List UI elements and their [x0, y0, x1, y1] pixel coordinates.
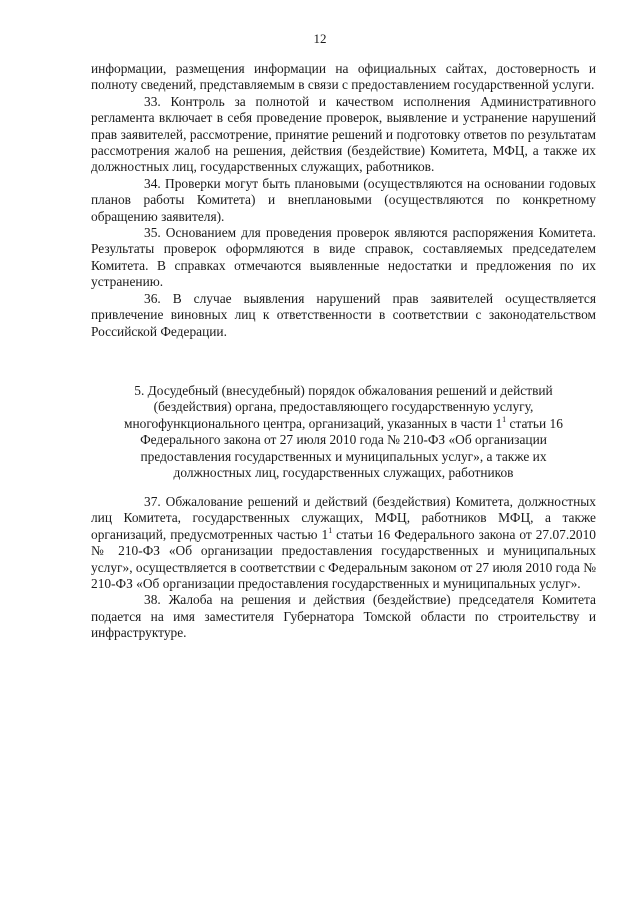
paragraph-35: 35. Основанием для проведения проверок являются распоряжения Комитета. Результаты проверок оформляются в виде справок, составляемых председателем Комитета. В справках отмечаются выявленные недостатки и предложения по их устранению. [91, 225, 596, 290]
page-number: 12 [313, 31, 327, 46]
superscript: 1 [328, 525, 333, 535]
paragraph-continuation: информации, размещения информации на официальных сайтах, достоверность и полноту сведений, представляемым в связи с предоставлением государственной услуги. [91, 61, 596, 93]
superscript: 1 [502, 414, 507, 424]
section-5-heading [91, 383, 596, 481]
heading-line: должностных лиц, государственных служащих, работников [173, 465, 514, 481]
paragraph-38: 38. Жалоба на решения и действия (бездействие) председателя Комитета подается на имя заместителя Губернатора Томской области по строительству и инфраструктуре. [91, 592, 596, 641]
heading-line: предоставления государственных и муниципальных услуг», а также их [140, 448, 547, 464]
heading-line: Федерального закона от 27 июля 2010 года № 210-ФЗ «Об организации [140, 432, 547, 448]
heading-line [91, 416, 596, 432]
paragraph-34: 34. Проверки могут быть плановыми (осуществляются на основании годовых планов работы Комитета) и внеплановыми (осуществляются по конкретному обращению заявителя). [91, 175, 596, 224]
paragraph-37-text: 37. Обжалование решений и действий (бездействия) Комитета, должностных лиц Комитета, государственных служащих, МФЦ, работников МФЦ, а также организаций, предусмотренных частью 1 [91, 494, 596, 542]
paragraph-36: 36. В случае выявления нарушений прав заявителей осуществляется привлечение виновных лиц к ответственности в соответствии с законодательством Российской Федерации. [91, 290, 596, 339]
paragraph-37 [91, 494, 596, 592]
heading-line: 5. Досудебный (внесудебный) порядок обжалования решений и действий [134, 383, 553, 398]
body-text-top [91, 61, 596, 340]
body-text-bottom [91, 494, 596, 642]
heading-text: статьи 16 [506, 415, 563, 431]
heading-line: (бездействия) органа, предоставляющего государственную услугу, [153, 399, 534, 415]
paragraph-33: 33. Контроль за полнотой и качеством исполнения Административного регламента включает в себя проведение проверок, выявление и устранение нарушений прав заявителей, рассмотрение, принятие решений и подготовку ответов по результатам рассмотрения жалоб на решения, действия (бездействие) Комитета, МФЦ, а также их должностных лиц, государственных служащих, работников. [91, 93, 596, 175]
heading-text: многофункционального центра, организаций, указанных в части 1 [124, 415, 503, 431]
paragraph-37-text: статьи 16 Федерального закона от 27.07.2010 № 210-ФЗ «Об организации предоставления государственных и муниципальных услуг», осуществляется в соответствии с Федеральным законом от 27 июля 2010 года № 210-ФЗ «Об организации предоставления государственных и муниципальных услуг». [91, 526, 596, 592]
